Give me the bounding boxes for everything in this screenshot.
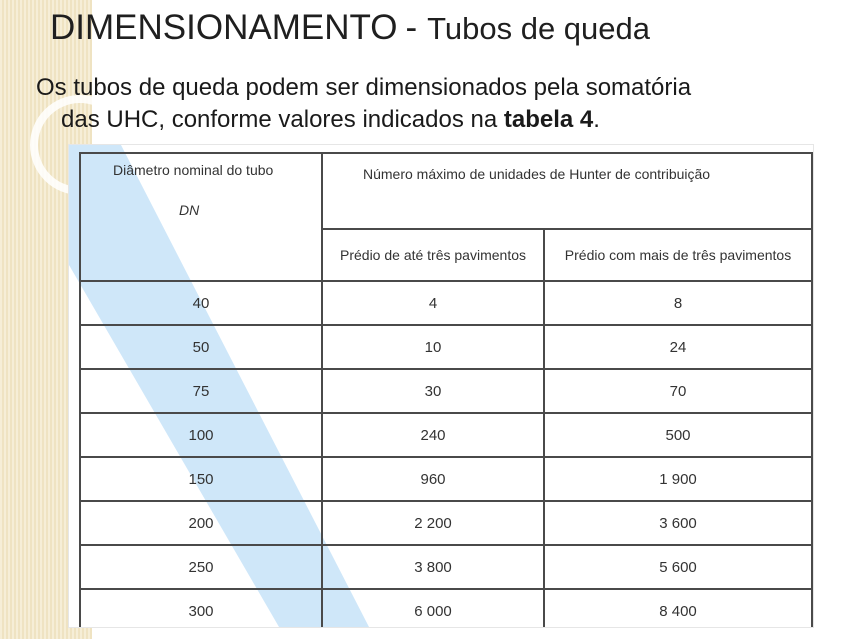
more-than-three-floors-cell: 5 600 xyxy=(544,545,812,589)
table-image-panel xyxy=(69,145,813,627)
more-than-three-floors-cell: 3 600 xyxy=(544,501,812,545)
table-row xyxy=(80,369,812,413)
more-than-three-floors-cell: 500 xyxy=(544,413,812,457)
dn-cell: 50 xyxy=(80,325,322,369)
dn-cell: 40 xyxy=(80,281,322,325)
dn-cell: 100 xyxy=(80,413,322,457)
table-row xyxy=(80,325,812,369)
more-than-three-floors-cell: 70 xyxy=(544,369,812,413)
more-than-three-floors-cell: 8 400 xyxy=(544,589,812,627)
intro-paragraph xyxy=(36,72,836,136)
up-to-three-floors-cell: 2 200 xyxy=(322,501,544,545)
table-row xyxy=(80,281,812,325)
up-to-three-floors-cell: 30 xyxy=(322,369,544,413)
up-to-three-floors-cell: 10 xyxy=(322,325,544,369)
header-dn-abbrev: DN xyxy=(179,202,200,218)
table-body xyxy=(80,281,812,627)
dn-cell: 300 xyxy=(80,589,322,627)
up-to-three-floors-cell: 240 xyxy=(322,413,544,457)
drop-pipe-sizing-table xyxy=(79,152,813,627)
up-to-three-floors-cell: 6 000 xyxy=(322,589,544,627)
table-reference: tabela 4 xyxy=(503,106,594,133)
title-subtitle: Tubos de queda xyxy=(427,11,651,46)
table-row xyxy=(80,545,812,589)
table-row xyxy=(80,501,812,545)
up-to-three-floors-cell: 4 xyxy=(322,281,544,325)
title-separator: - xyxy=(405,8,418,47)
table-row xyxy=(80,457,812,501)
dn-cell: 200 xyxy=(80,501,322,545)
slide-title xyxy=(50,8,650,48)
more-than-three-floors-cell: 1 900 xyxy=(544,457,812,501)
up-to-three-floors-cell: 960 xyxy=(322,457,544,501)
header-up-to-three-floors: Prédio de até três pavimentos xyxy=(322,229,544,281)
title-main: DIMENSIONAMENTO xyxy=(50,8,398,47)
dn-cell: 75 xyxy=(80,369,322,413)
intro-line-2-end: . xyxy=(593,106,600,133)
header-more-than-three-floors: Prédio com mais de três pavimentos xyxy=(544,229,812,281)
header-group-uhc: Número máximo de unidades de Hunter de contribuição xyxy=(322,153,812,229)
header-dn xyxy=(80,153,322,281)
intro-line-2 xyxy=(36,104,836,136)
up-to-three-floors-cell: 3 800 xyxy=(322,545,544,589)
table-header-row-1 xyxy=(80,153,812,229)
dn-cell: 250 xyxy=(80,545,322,589)
header-dn-label: Diâmetro nominal do tubo xyxy=(113,162,274,178)
dn-cell: 150 xyxy=(80,457,322,501)
intro-line-1: Os tubos de queda podem ser dimensionados pela somatória xyxy=(36,74,692,101)
table-row xyxy=(80,589,812,627)
table-row xyxy=(80,413,812,457)
intro-line-2-text: das UHC, conforme valores indicados na xyxy=(61,106,504,133)
more-than-three-floors-cell: 8 xyxy=(544,281,812,325)
more-than-three-floors-cell: 24 xyxy=(544,325,812,369)
